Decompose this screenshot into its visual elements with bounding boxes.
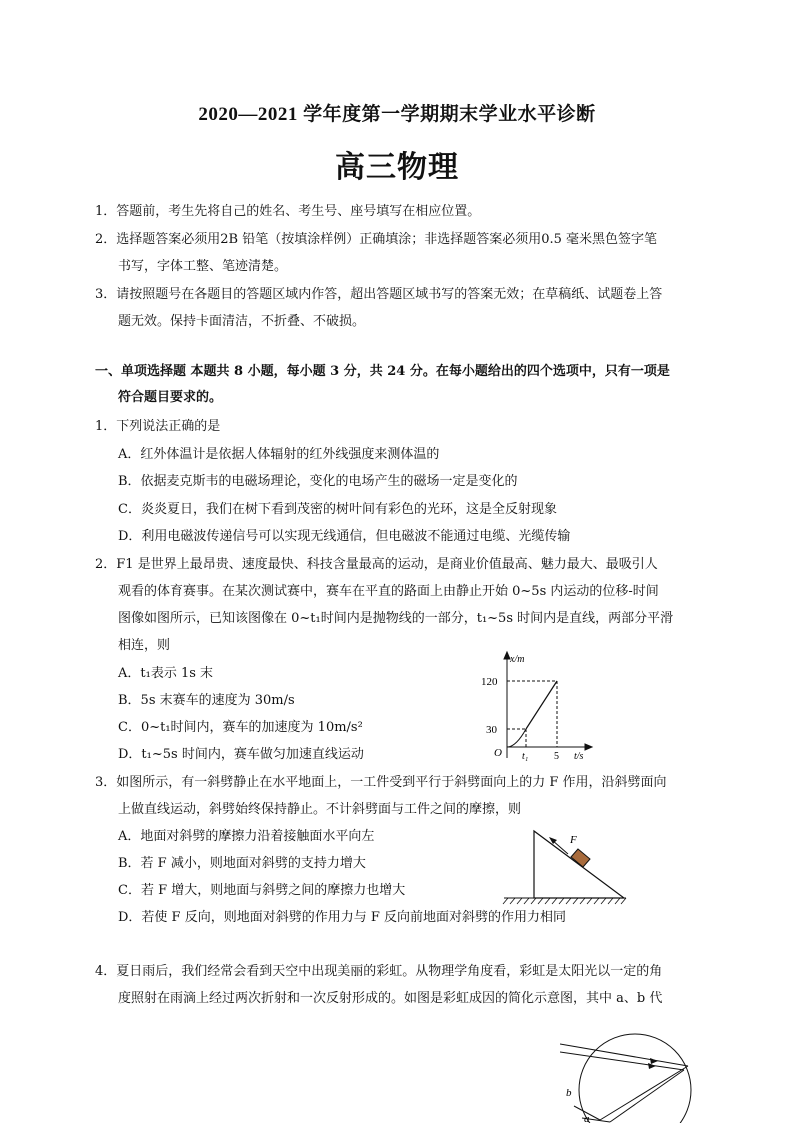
page-subtitle: 高三物理 (335, 150, 459, 185)
q2-option-b: B．5s 末赛车的速度为 30m/s (118, 693, 295, 708)
ray-label-b: b (566, 1087, 572, 1099)
q4-raindrop-figure (560, 1030, 710, 1123)
ray-label-a: a (584, 1113, 590, 1123)
raindrop-circle (579, 1034, 691, 1123)
q2-stem-2: 观看的体育赛事。在某次测试赛中，赛车在平直的路面上由静止开始 0~5s 内运动的位移-时间 (118, 584, 659, 599)
q3-stem-1: 3．如图所示，有一斜劈静止在水平地面上，一工件受到平行于斜劈面向上的力 F 作用，沿斜劈面向 (95, 775, 667, 790)
x-axis-label: t/s (574, 751, 584, 762)
page-title: 2020—2021 学年度第一学期期末学业水平诊断 (198, 104, 596, 125)
ground-hatching (503, 898, 626, 904)
q1-option-a: A．红外体温计是依据人体辐射的红外线强度来测体温的 (118, 447, 440, 462)
wedge (534, 831, 624, 898)
q2-stem-3: 图像如图所示，已知该图像在 0~t₁时间内是抛物线的一部分，t₁~5s 时间内是直线，两部分平滑 (118, 611, 674, 626)
q1-stem: 1．下列说法正确的是 (95, 419, 221, 434)
ray-arrow-1 (650, 1058, 658, 1064)
q2-option-a: A．t₁表示 1s 末 (118, 666, 214, 681)
instruction-2-cont: 书写，字体工整、笔迹清楚。 (118, 259, 288, 274)
q2-option-d: D．t₁~5s 时间内，赛车做匀加速直线运动 (118, 747, 364, 762)
q1-option-b: B．依据麦克斯韦的电磁场理论，变化的电场产生的磁场一定是变化的 (118, 474, 518, 489)
q2-option-c: C．0~t₁时间内，赛车的加速度为 10m/s² (118, 720, 363, 735)
force-label: F (570, 834, 577, 846)
q3-wedge-figure (500, 828, 640, 908)
section-heading-cont: 符合题目要求的。 (118, 390, 223, 405)
q3-option-a: A．地面对斜劈的摩擦力沿着接触面水平向左 (118, 829, 375, 844)
parabola-segment (507, 729, 526, 747)
y-tick-30: 30 (486, 724, 497, 736)
q3-option-d: D．若使 F 反向，则地面对斜劈的作用力与 F 反向前地面对斜劈的作用力相同 (118, 910, 566, 925)
instruction-2: 2．选择题答案必须用2B 铅笔（按填涂样例）正确填涂；非选择题答案必须用0.5 毫米黑色签字笔 (95, 232, 658, 247)
q1-option-d: D．利用电磁波传递信号可以实现无线通信，但电磁波不能通过电缆、光缆传输 (118, 529, 571, 544)
line-segment (526, 681, 557, 729)
q4-stem-1: 4．夏日雨后，我们经常会看到天空中出现美丽的彩虹。从物理学角度看，彩虹是太阳光以一定的角 (95, 964, 663, 979)
workpiece-block (571, 849, 590, 867)
q2-stem-1: 2．F1 是世界上最昂贵、速度最快、科技含量最高的运动，是商业价值最高、魅力最大、最吸引人 (95, 557, 658, 572)
q1-option-c: C．炎炎夏日，我们在树下看到茂密的树叶间有彩色的光环，这是全反射现象 (118, 502, 557, 517)
x-tick-t1: t₁ (522, 751, 529, 762)
instruction-3: 3．请按照题号在各题目的答题区域内作答，超出答题区域书写的答案无效；在草稿纸、试题卷上答 (95, 287, 663, 302)
x-axis-arrow (585, 744, 592, 750)
q2-xt-graph (478, 650, 598, 768)
section-heading: 一、单项选择题 本题共 8 小题，每小题 3 分，共 24 分。在每小题给出的四个选项中，只有一项是 (95, 364, 670, 379)
origin-label: O (494, 747, 502, 759)
y-tick-120: 120 (481, 676, 498, 688)
reflected-ray-1 (600, 1066, 688, 1120)
q4-stem-2: 度照射在雨滴上经过两次折射和一次反射形成的。如图是彩虹成因的简化示意图，其中 a、b 代 (118, 991, 663, 1006)
ray-arrow-2 (648, 1063, 656, 1069)
q3-stem-2: 上做直线运动，斜劈始终保持静止。不计斜劈面与工件之间的摩擦，则 (118, 802, 522, 817)
reflected-ray-2 (610, 1070, 684, 1122)
q3-option-c: C．若 F 增大，则地面与斜劈之间的摩擦力也增大 (118, 883, 406, 898)
q2-stem-4: 相连，则 (118, 638, 171, 653)
instruction-1: 1．答题前，考生先将自己的姓名、考生号、座号填写在相应位置。 (95, 204, 481, 219)
y-axis-label: x/m (510, 654, 525, 665)
x-tick-5: 5 (554, 751, 559, 762)
q3-option-b: B．若 F 减小，则地面对斜劈的支持力增大 (118, 856, 366, 871)
instruction-3-cont: 题无效。保持卡面清洁，不折叠、不破损。 (118, 314, 366, 329)
